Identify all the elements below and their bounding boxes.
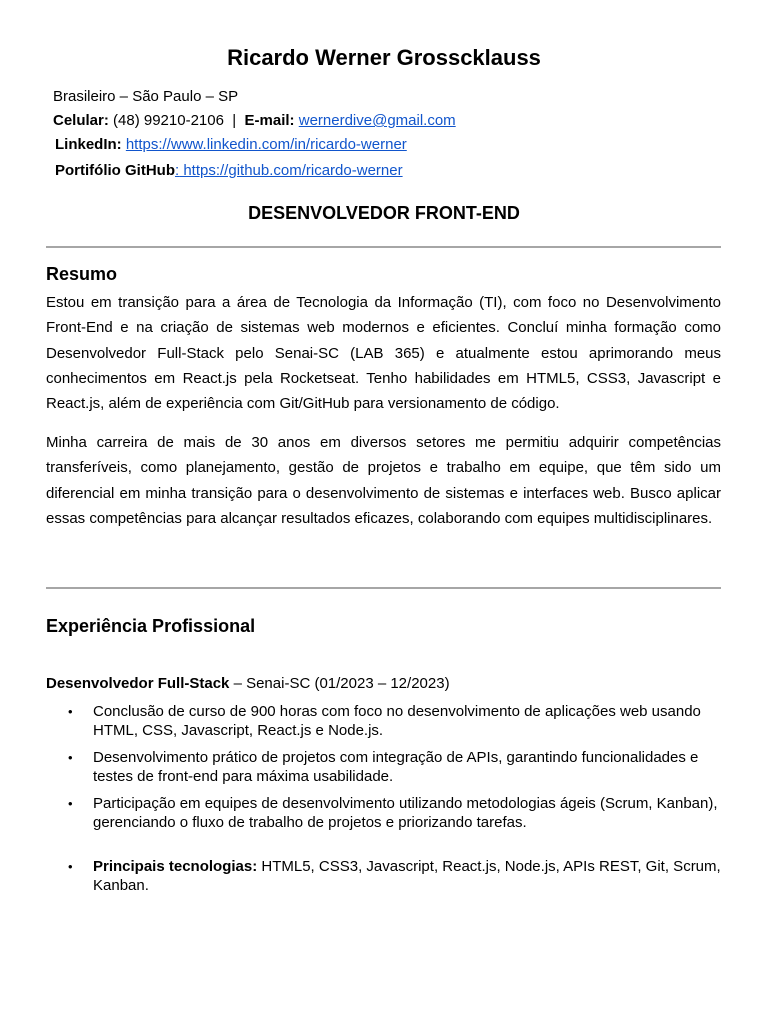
job-details: – Senai-SC (01/2023 – 12/2023) (229, 675, 450, 692)
github-link[interactable] (175, 162, 403, 179)
github-line (55, 161, 403, 181)
tech-list: HTML5, CSS3, Javascript, React.js, Node.js, APIs REST, Git, Scrum, Kanban. (93, 858, 721, 894)
location-text: Brasileiro – São Paulo – SP (53, 88, 239, 105)
list-item: • Participação em equipes de desenvolvimento utilizando metodologias ágeis (Scrum, Kanban), gerenciando o fluxo de trabalho de projetos e priorizando tarefas. (46, 795, 726, 832)
contact-line (53, 111, 456, 131)
email-link[interactable]: wernerdive@gmail.com (298, 112, 456, 129)
divider-middle (46, 587, 721, 589)
github-url: https://github.com/ricardo-werner (179, 162, 403, 179)
linkedin-line (55, 135, 407, 155)
linkedin-label: LinkedIn: (55, 136, 122, 153)
job-title-line (46, 674, 450, 694)
job-bullet-list (46, 703, 726, 832)
summary-heading: Resumo (46, 264, 118, 284)
summary-paragraph-1: Estou em transição para a área de Tecnologia da Informação (TI), com foco no Desenvolvimento Front-End e na criação de sistemas web modernos e eficientes. Concluí minha formação como Desenvolvedor Full-Stack pelo Senai-SC (LAB 365) e atualmente estou aprimorando meus conhecimentos em React.js pela Rocketseat. Tenho habilidades em HTML5, CSS3, Javascript e React.js, além de experiência com Git/GitHub para versionamento de código. (46, 294, 721, 413)
tech-bullet-list (46, 858, 726, 895)
list-item: • Desenvolvimento prático de projetos com integração de APIs, garantindo funcionalidades e testes de front-end para máxima usabilidade. (46, 749, 726, 786)
role-title: DESENVOLVEDOR FRONT-END (248, 203, 520, 223)
linkedin-link[interactable]: https://www.linkedin.com/in/ricardo-werner (125, 136, 407, 153)
tech-label: Principais tecnologias: (93, 858, 258, 875)
job-title: Desenvolvedor Full-Stack (46, 675, 230, 692)
github-colon: : (174, 162, 180, 179)
summary-paragraph-2: Minha carreira de mais de 30 anos em diversos setores me permitiu adquirir competências transferíveis, como planejamento, gestão de projetos e trabalho em equipe, que têm sido um diferencial em minha transição para o desenvolvimento de sistemas e interfaces web. Busco aplicar essas competências para alcançar resultados eficazes, colaborando com equipes multidisciplinares. (46, 434, 721, 527)
tech-list-item (46, 858, 726, 895)
list-item: • Conclusão de curso de 900 horas com foco no desenvolvimento de aplicações web usando HTML, CSS, Javascript, React.js e Node.js. (46, 703, 726, 740)
experience-heading: Experiência Profissional (46, 616, 256, 636)
location-line (53, 87, 238, 107)
email-label: E-mail: (244, 112, 295, 129)
phone-number: (48) 99210-2106 (113, 112, 224, 129)
github-label: Portifólio GitHub (55, 162, 175, 179)
divider-top (46, 246, 721, 248)
contact-separator: | (232, 112, 237, 129)
candidate-name: Ricardo Werner Grosscklauss (227, 45, 541, 70)
phone-label: Celular: (53, 112, 109, 129)
